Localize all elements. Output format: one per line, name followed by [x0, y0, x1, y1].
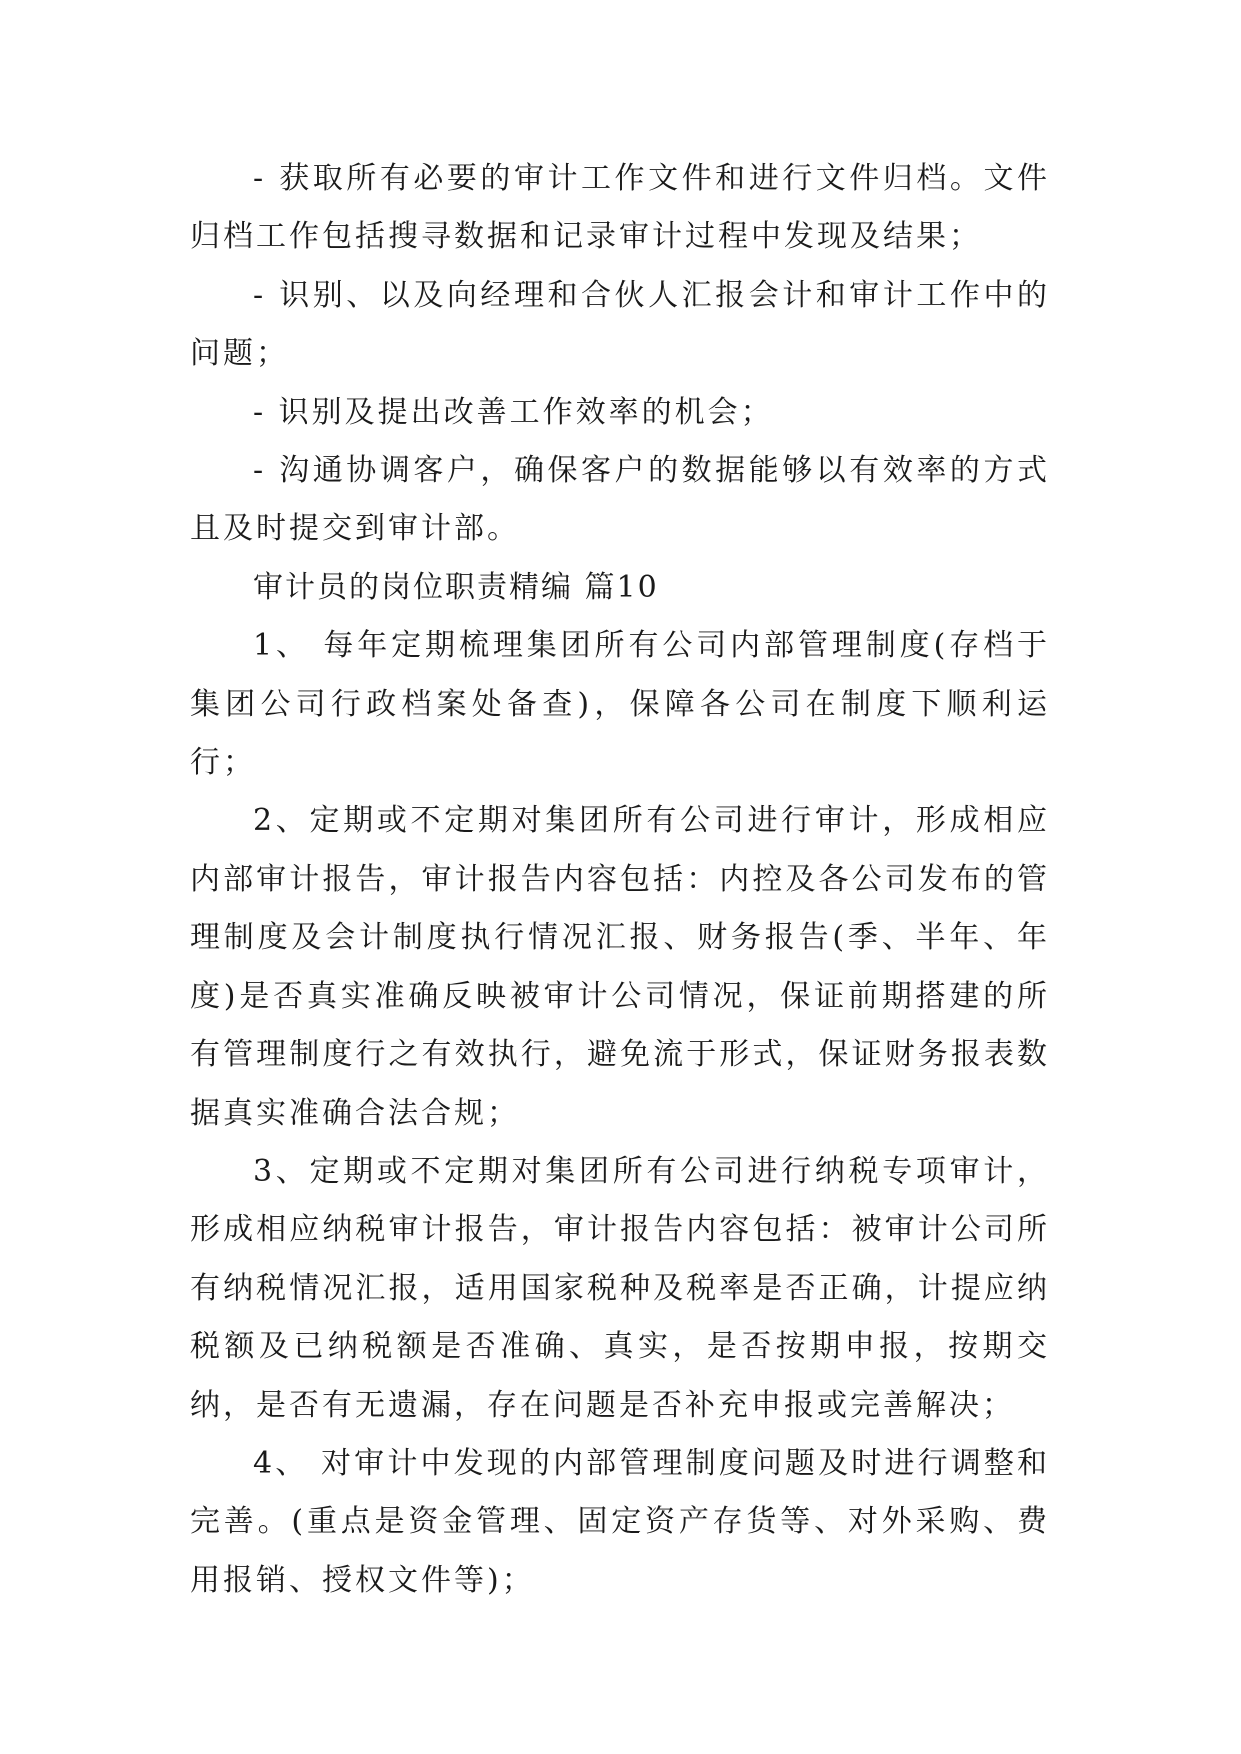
paragraph-report-issues: - 识别、以及向经理和合伙人汇报会计和审计工作中的问题；	[190, 277, 1050, 372]
paragraph-client-coordination: - 沟通协调客户，确保客户的数据能够以有效率的方式且及时提交到审计部。	[190, 453, 1050, 547]
paragraph-item-4: 4、 对审计中发现的内部管理制度问题及时进行调整和完善。(重点是资金管理、固定资产存货等、对外采购、费用报销、授权文件等)；	[190, 1445, 1050, 1598]
section-heading: 审计员的岗位职责精编 篇10	[253, 569, 659, 605]
paragraph-efficiency: - 识别及提出改善工作效率的机会；	[253, 394, 774, 430]
document-body	[190, 150, 1050, 1610]
paragraph-file-archiving: - 获取所有必要的审计工作文件和进行文件归档。文件归档工作包括搜寻数据和记录审计过程中发现及结果；	[190, 161, 1050, 255]
paragraph-item-2: 2、定期或不定期对集团所有公司进行审计，形成相应内部审计报告，审计报告内容包括：内控及各公司发布的管理制度及会计制度执行情况汇报、财务报告(季、半年、年度)是否真实准确反映被审计公司情况，保证前期搭建的所有管理制度行之有效执行，避免流于形式，保证财务报表数据真实准确合法合规；	[190, 803, 1050, 1131]
paragraph-item-3: 3、定期或不定期对集团所有公司进行纳税专项审计，形成相应纳税审计报告，审计报告内容包括：被审计公司所有纳税情况汇报，适用国家税种及税率是否正确，计提应纳税额及已纳税额是否准确、真实，是否按期申报，按期交纳，是否有无遗漏，存在问题是否补充申报或完善解决；	[190, 1153, 1050, 1423]
paragraph-item-1: 1、 每年定期梳理集团所有公司内部管理制度(存档于集团公司行政档案处备查)，保障各公司在制度下顺利运行；	[190, 628, 1050, 781]
